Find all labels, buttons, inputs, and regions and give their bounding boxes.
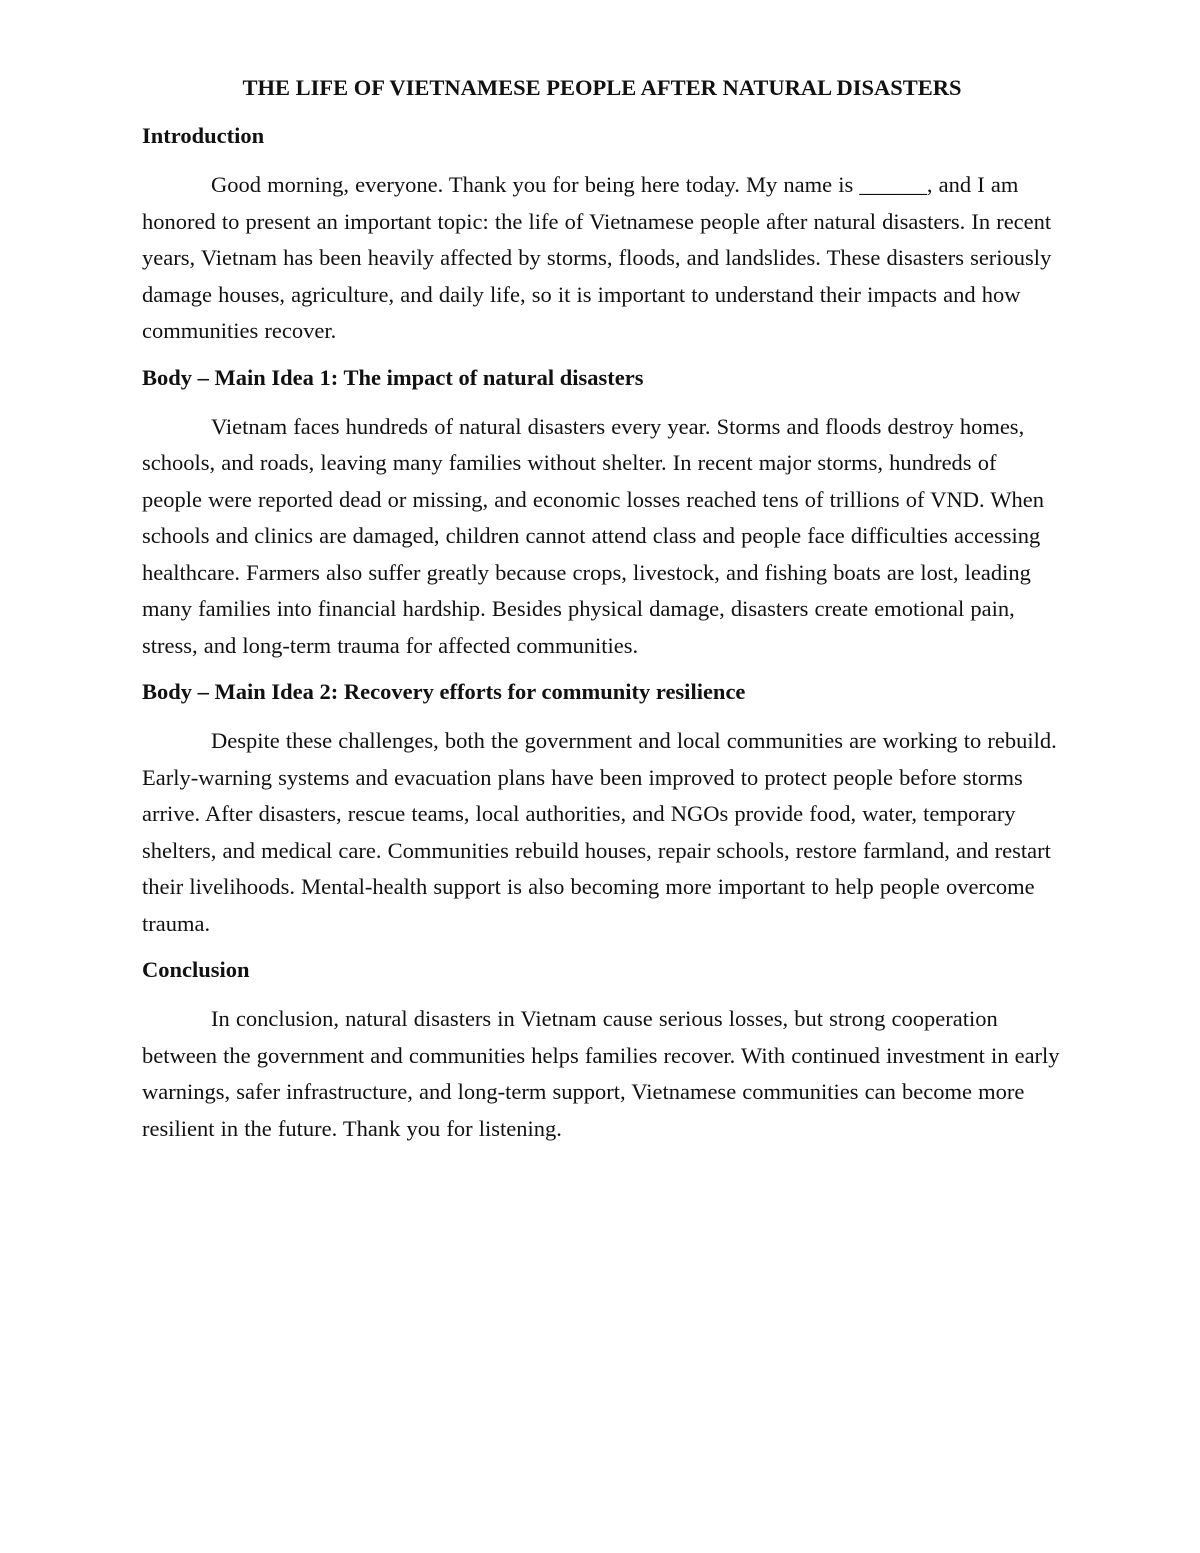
main-idea-1-heading: Body – Main Idea 1: The impact of natural disasters [142,364,644,390]
introduction-paragraph: Good morning, everyone. Thank you for being here today. My name is ______, and I am honored to present an important topic: the life of Vietnamese people after natural disasters. In recent years, Vietnam has been heavily affected by storms, floods, and landslides. These disasters seriously damage houses, agriculture, and daily life, so it is important to understand their impacts and how communities recover. [142,172,1052,343]
main-idea-2-paragraph: Despite these challenges, both the government and local communities are working to rebuild. Early-warning systems and evacuation plans have been improved to protect people before storms arrive. After disasters, rescue teams, local authorities, and NGOs provide food, water, temporary shelters, and medical care. Communities rebuild houses, repair schools, restore farmland, and restart their livelihoods. Mental-health support is also becoming more important to help people overcome trauma. [142,728,1057,936]
main-idea-1-paragraph: Vietnam faces hundreds of natural disasters every year. Storms and floods destroy homes, schools, and roads, leaving many families without shelter. In recent major storms, hundreds of people were reported dead or missing, and economic losses reached tens of trillions of VND. When schools and clinics are damaged, children cannot attend class and people face difficulties accessing healthcare. Farmers also suffer greatly because crops, livestock, and fishing boats are lost, leading many families into financial hardship. Besides physical damage, disasters create emotional pain, stress, and long-term trauma for affected communities. [142,413,1045,658]
introduction-heading: Introduction [142,123,265,148]
main-idea-2-heading: Body – Main Idea 2: Recovery efforts for community resilience [142,679,746,704]
document-page [142,72,1062,1160]
conclusion-heading: Conclusion [142,957,250,982]
conclusion-paragraph: In conclusion, natural disasters in Vietnam cause serious losses, but strong cooperation between the government and communities helps families recover. With continued investment in early warnings, safer infrastructure, and long-term support, Vietnamese communities can become more resilient in the future. Thank you for listening. [142,1006,1060,1141]
document-title: THE LIFE OF VIETNAMESE PEOPLE AFTER NATURAL DISASTERS [242,75,962,100]
